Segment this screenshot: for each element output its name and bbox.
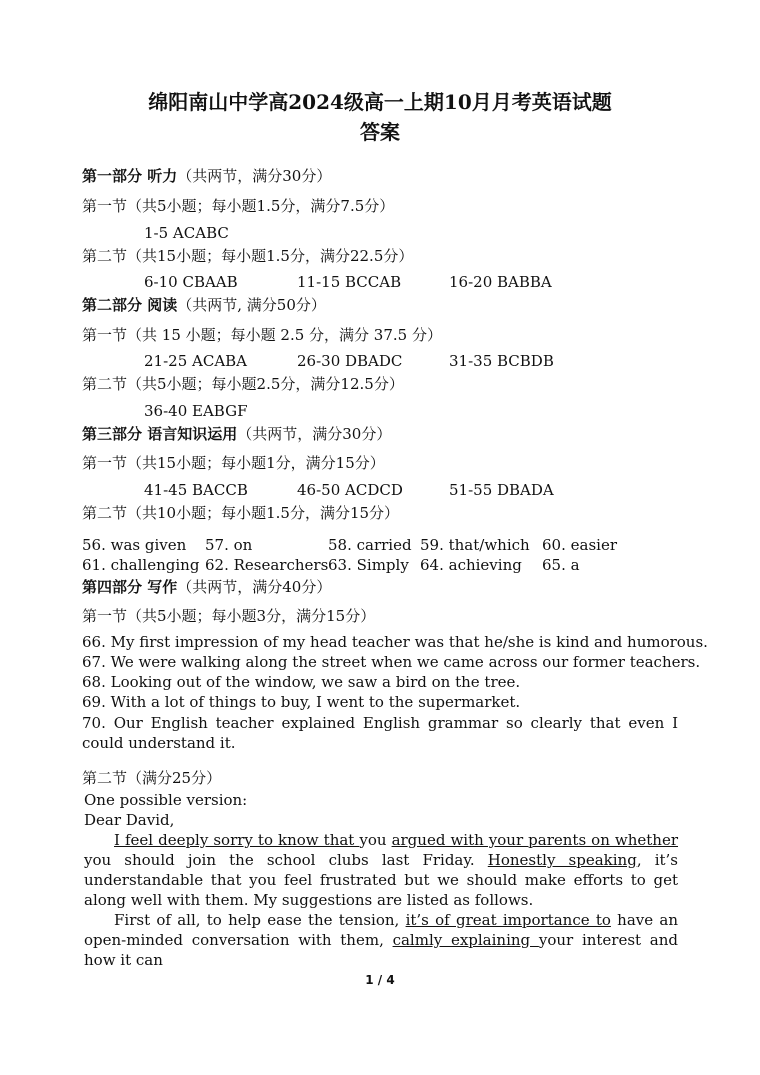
grammar-answer-56: 56. was given — [82, 536, 187, 554]
part2-section1-note: （共 15 小题；每小题 2.5 分，满分 37.5 分） — [127, 326, 442, 344]
essay-p1-text-3: , it’s understandable that you feel frustrated but we should make efforts to get along well with them. My suggestions are listed as follows. — [84, 851, 678, 909]
part4-note: （共两节，满分40分） — [177, 578, 332, 596]
essay-salutation: Dear David, — [84, 811, 175, 829]
grammar-answer-64: 64. achieving — [420, 556, 522, 574]
answer-51-55: 51-55 DBADA — [449, 481, 554, 499]
writing-sentence-68: 68. Looking out of the window, we saw a bird on the tree. — [82, 673, 521, 691]
part1-heading: 第一部分 听力 — [82, 167, 178, 185]
part3-heading-row — [82, 423, 391, 444]
essay-p1-phrase-1: I feel deeply sorry to know that — [114, 831, 360, 849]
part3-note: （共两节，满分30分） — [237, 425, 392, 443]
part1-section2-note: （共15小题；每小题1.5分，满分22.5分） — [127, 247, 414, 265]
grammar-answer-58: 58. carried — [328, 536, 412, 554]
essay-p1-text-1: you — [359, 831, 392, 849]
part3-section1-note: （共15小题；每小题1分，满分15分） — [127, 454, 385, 472]
grammar-answer-62: 62. Researchers — [205, 556, 329, 574]
part4-section1-row — [82, 605, 375, 626]
part2-heading-row — [82, 294, 326, 315]
writing-sentence-69: 69. With a lot of things to buy, I went to the supermarket. — [82, 693, 521, 711]
part1-heading-row — [82, 165, 331, 186]
answer-46-50: 46-50 ACDCD — [297, 481, 403, 499]
grammar-answer-65: 65. a — [542, 556, 580, 574]
essay-p1-phrase-2: argued with your parents on whether — [391, 831, 679, 849]
part1-section1-heading: 第一节 — [82, 197, 128, 215]
essay-p2-phrase-2: calmly explaining — [392, 931, 539, 949]
essay-p1-phrase-3: Honestly speaking — [487, 851, 637, 869]
answer-21-25: 21-25 ACABA — [144, 352, 248, 370]
part4-section2-note: （满分25分） — [127, 769, 222, 787]
answer-36-40: 36-40 EABGF — [144, 402, 248, 420]
answer-16-20: 16-20 BABBA — [449, 273, 552, 291]
part1-section2-row — [82, 245, 413, 266]
part1-note: （共两节，满分30分） — [177, 167, 332, 185]
page-title: 绵阳南山中学高2024级高一上期10月月考英语试题 — [148, 90, 612, 114]
part3-heading: 第三部分 语言知识运用 — [82, 425, 238, 443]
answer-26-30: 26-30 DBADC — [297, 352, 403, 370]
essay-p2-text-1: First of all, to help ease the tension, — [114, 911, 406, 929]
grammar-answer-61: 61. challenging — [82, 556, 200, 574]
grammar-answer-59: 59. that/which — [420, 536, 530, 554]
answer-31-35: 31-35 BCBDB — [449, 352, 554, 370]
part1-section2-heading: 第二节 — [82, 247, 128, 265]
answer-11-15: 11-15 BCCAB — [297, 273, 402, 291]
part4-section2-heading: 第二节 — [82, 769, 128, 787]
part2-section2-row — [82, 373, 404, 394]
page-number: 1 / 4 — [365, 973, 395, 987]
part2-heading: 第二部分 阅读 — [82, 296, 178, 314]
part4-heading: 第四部分 写作 — [82, 578, 178, 596]
part3-section2-heading: 第二节 — [82, 504, 128, 522]
part4-heading-row — [82, 576, 331, 597]
part3-section2-note: （共10小题；每小题1.5分，满分15分） — [127, 504, 400, 522]
essay-paragraph-2 — [84, 910, 678, 970]
part2-note: （共两节, 满分50分） — [177, 296, 326, 314]
part2-section2-note: （共5小题；每小题2.5分，满分12.5分） — [127, 375, 404, 393]
essay-p2-text-2: have an open-minded conversation with them, — [84, 911, 679, 949]
writing-sentence-66: 66. My first impression of my head teacher was that he/she is kind and humorous. — [82, 633, 708, 651]
essay-p2-text-3: your interest and how it can — [84, 931, 679, 969]
answer-6-10: 6-10 CBAAB — [144, 273, 238, 291]
part3-section2-row — [82, 502, 399, 523]
grammar-answer-60: 60. easier — [542, 536, 617, 554]
essay-intro: One possible version: — [84, 791, 248, 809]
essay-p2-phrase-1: it’s of great importance to — [405, 911, 611, 929]
page-subtitle: 答案 — [360, 120, 400, 144]
part2-section1-heading: 第一节 — [82, 326, 128, 344]
grammar-answer-63: 63. Simply — [328, 556, 409, 574]
part3-section1-heading: 第一节 — [82, 454, 128, 472]
part2-section2-heading: 第二节 — [82, 375, 128, 393]
part3-section1-row — [82, 452, 385, 473]
part1-section1-row — [82, 195, 394, 216]
part4-section1-heading: 第一节 — [82, 607, 128, 625]
essay-p1-text-2: you should join the school clubs last Friday. — [84, 851, 488, 869]
essay-paragraph-1 — [84, 830, 678, 910]
part4-section1-note: （共5小题；每小题3分，满分15分） — [127, 607, 376, 625]
grammar-answer-57: 57. on — [205, 536, 253, 554]
writing-sentence-67: 67. We were walking along the street when we came across our former teachers. — [82, 653, 701, 671]
part1-section1-note: （共5小题；每小题1.5分，满分7.5分） — [127, 197, 395, 215]
answer-41-45: 41-45 BACCB — [144, 481, 248, 499]
answer-1-5: 1-5 ACABC — [144, 224, 229, 242]
writing-sentence-70: 70. Our English teacher explained English grammar so clearly that even I could understand it. — [82, 714, 678, 752]
part4-section2-row — [82, 767, 221, 788]
part2-section1-row — [82, 324, 442, 345]
model-essay — [84, 790, 678, 970]
